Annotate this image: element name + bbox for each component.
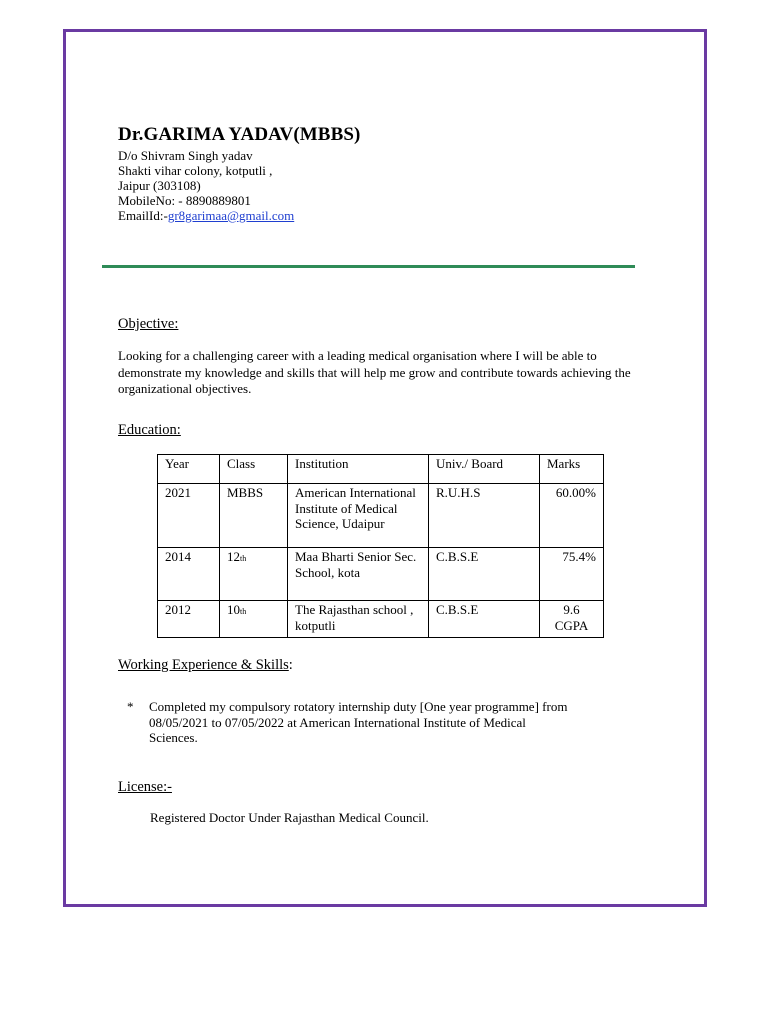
class-cell: [220, 601, 288, 638]
table-header-row: [158, 455, 604, 484]
table-row: [158, 484, 604, 548]
table-row: [158, 601, 604, 638]
class-value: 10: [227, 602, 240, 617]
parent-line: D/o Shivram Singh yadav: [118, 148, 253, 163]
education-heading: Education:: [118, 422, 181, 438]
contact-block: [118, 148, 294, 223]
board-cell: R.U.H.S: [429, 484, 540, 548]
address-line: Shakti vihar colony, kotputli ,: [118, 163, 273, 178]
candidate-name: Dr.GARIMA YADAV(MBBS): [118, 124, 361, 145]
col-marks-header: Marks: [540, 455, 604, 484]
email-link[interactable]: gr8garimaa@gmail.com: [167, 208, 295, 223]
experience-heading: Working Experience & Skills: [118, 657, 289, 673]
board-cell: C.B.S.E: [429, 601, 540, 638]
marks-cell: 9.6 CGPA: [540, 601, 604, 638]
email-label: EmailId:-: [118, 208, 168, 223]
license-heading: License:-: [118, 779, 172, 795]
marks-cell: 60.00%: [540, 484, 604, 548]
institution-cell: American International Institute of Medical Science, Udaipur: [288, 484, 429, 548]
board-cell: C.B.S.E: [429, 548, 540, 601]
experience-heading-wrap: [118, 657, 293, 674]
email-line: [118, 208, 294, 223]
table-row: [158, 548, 604, 601]
header-divider: [102, 265, 635, 268]
class-cell: MBBS: [220, 484, 288, 548]
year-cell: 2014: [158, 548, 220, 601]
objective-heading: Objective:: [118, 316, 179, 332]
education-table: [157, 454, 604, 638]
bullet-marker: *: [127, 699, 134, 714]
class-suffix: th: [240, 607, 247, 616]
experience-heading-colon: :: [288, 657, 293, 673]
institution-cell: The Rajasthan school , kotputli: [288, 601, 429, 638]
class-suffix: th: [240, 554, 247, 563]
institution-cell: Maa Bharti Senior Sec. School, kota: [288, 548, 429, 601]
city-line: Jaipur (303108): [118, 178, 201, 193]
class-value: 12: [227, 549, 240, 564]
year-cell: 2021: [158, 484, 220, 548]
col-board-header: Univ./ Board: [429, 455, 540, 484]
class-cell: [220, 548, 288, 601]
experience-text: Completed my compulsory rotatory internship duty [One year programme] from 08/05/2021 to 07/05/2022 at American International Institute of Medical Sciences.: [149, 699, 568, 745]
objective-text: Looking for a challenging career with a leading medical organisation where I will be able to demonstrate my knowledge and skills that will help me grow and contribute towards achieving the organizational objectives.: [118, 348, 631, 396]
col-institution-header: Institution: [288, 455, 429, 484]
col-class-header: Class: [220, 455, 288, 484]
mobile-line: MobileNo: - 8890889801: [118, 193, 251, 208]
year-cell: 2012: [158, 601, 220, 638]
col-year-header: Year: [158, 455, 220, 484]
license-text: Registered Doctor Under Rajasthan Medical Council.: [150, 810, 429, 825]
marks-cell: 75.4%: [540, 548, 604, 601]
